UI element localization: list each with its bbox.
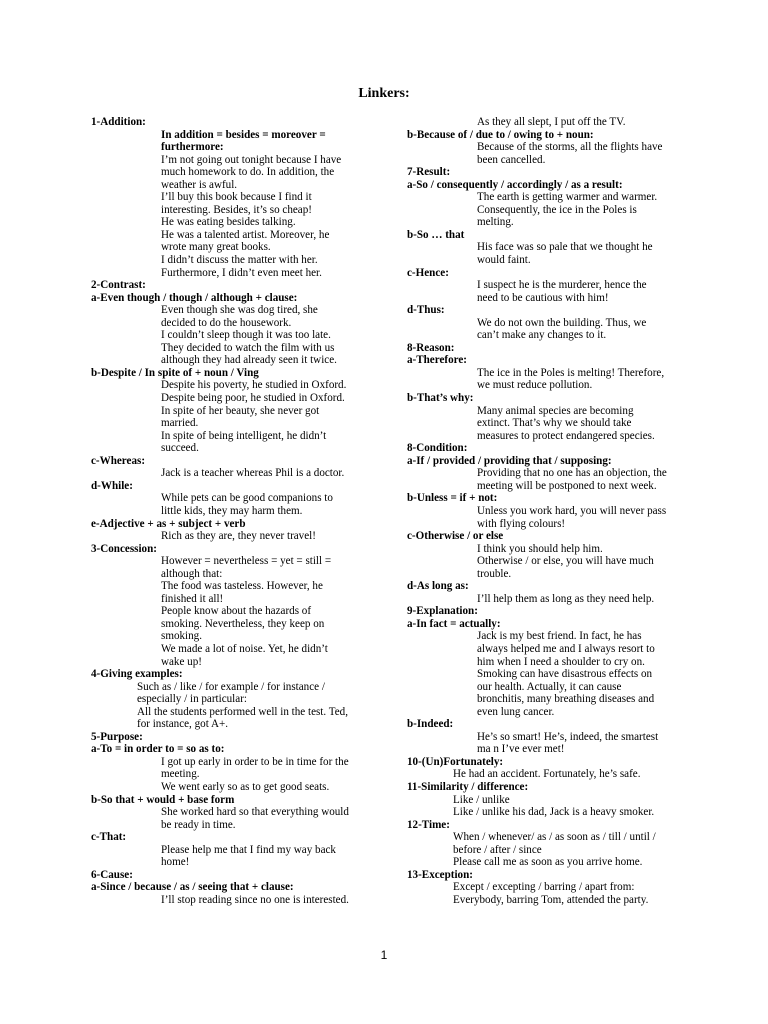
text-line: Furthermore, I didn’t even meet her. (161, 266, 322, 279)
text-line: decided to do the housework. (161, 316, 292, 329)
text-line: Providing that no one has an objection, the (477, 467, 667, 480)
text-line: would faint. (477, 254, 531, 267)
section-heading: a-Therefore: (407, 354, 467, 367)
text-line: home! (161, 856, 190, 869)
text-line: Like / unlike (453, 793, 510, 806)
text-line: People know about the hazards of (161, 605, 312, 618)
text-line: I think you should help him. (477, 542, 603, 555)
text-line: trouble. (477, 567, 512, 580)
text-line: Please help me that I find my way back (161, 843, 336, 856)
text-line: been cancelled. (477, 153, 546, 166)
section-heading: 4-Giving examples: (91, 668, 183, 681)
section-heading: 8-Reason: (407, 341, 455, 354)
text-line: I didn’t discuss the matter with her. (161, 254, 318, 267)
text-line: be ready in time. (161, 818, 236, 831)
section-heading: 6-Cause: (91, 868, 133, 881)
text-line: He’s so smart! He’s, indeed, the smartest (477, 730, 659, 743)
text-line: The earth is getting warmer and warmer. (477, 191, 658, 204)
text-line: smoking. (161, 630, 202, 643)
text-line: In spite of being intelligent, he didn’t (161, 429, 327, 442)
text-line: I got up early in order to be in time for the (161, 755, 349, 768)
text-line: Consequently, the ice in the Poles is (477, 203, 637, 216)
section-heading: b-Indeed: (407, 718, 454, 731)
section-heading: 1-Addition: (91, 116, 146, 128)
section-heading: 9-Explanation: (407, 605, 478, 618)
section-heading: b-Unless = if + not: (407, 492, 498, 505)
text-line: Otherwise / or else, you will have much (477, 555, 654, 568)
text-line: although that: (161, 567, 223, 580)
text-line: Everybody, barring Tom, attended the party. (453, 893, 649, 906)
section-heading: a-Even though / though / although + clause: (91, 291, 298, 304)
text-line: bronchitis, many breathing diseases and (477, 693, 655, 706)
text-line: melting. (477, 216, 514, 229)
section-heading: a-In fact = actually: (407, 617, 501, 630)
text-line: Because of the storms, all the flights have (477, 141, 663, 154)
text-line: wake up! (161, 655, 202, 668)
text-line: I’ll help them as long as they need help. (477, 592, 655, 605)
section-heading: e-Adjective + as + subject + verb (91, 517, 246, 530)
text-line: While pets can be good companions to (161, 492, 333, 505)
text-line: him when I need a shoulder to cry on. (477, 655, 645, 668)
section-heading: d-As long as: (407, 580, 469, 593)
text-line: He was a talented artist. Moreover, he (161, 228, 330, 241)
text-line: I’ll buy this book because I find it (161, 191, 312, 204)
section-heading: b-So that + would + base form (91, 793, 235, 806)
text-line: ma n I’ve ever met! (477, 743, 565, 756)
text-line: we must reduce pollution. (477, 379, 593, 392)
section-heading: b-So … that (407, 228, 465, 241)
section-heading: a-So / consequently / accordingly / as a result: (407, 178, 623, 191)
section-heading: 2-Contrast: (91, 279, 146, 292)
text-line: Jack is my best friend. In fact, he has (477, 630, 642, 643)
text-line: The food was tasteless. However, he (161, 580, 323, 593)
text-line: All the students performed well in the test. Ted, (137, 705, 348, 718)
text-line: especially / in particular: (137, 693, 247, 706)
text-line: I suspect he is the murderer, hence the (477, 279, 647, 292)
page-number: 1 (380, 948, 388, 962)
text-line: Many animal species are becoming (477, 404, 634, 417)
text-line: I’m not going out tonight because I have (161, 153, 342, 166)
section-heading: c-Otherwise / or else (407, 530, 504, 543)
section-heading: b-Despite / In spite of + noun / Ving (91, 366, 259, 379)
text-line: He was eating besides talking. (161, 216, 296, 229)
text-line: although they had already seen it twice. (161, 354, 337, 367)
right-column (407, 116, 682, 906)
section-heading: c-That: (91, 831, 127, 844)
section-heading: d-Thus: (407, 304, 445, 317)
section-heading: In addition = besides = moreover = (161, 128, 326, 141)
section-heading: b-That’s why: (407, 392, 474, 405)
section-heading: 12-Time: (407, 818, 450, 831)
text-line: before / after / since (453, 843, 542, 856)
text-line: interesting. Besides, it’s so cheap! (161, 203, 312, 216)
text-line: Smoking can have disastrous effects on (477, 668, 653, 681)
text-line: always helped me and I always resort to (477, 642, 655, 655)
section-heading: d-While: (91, 479, 133, 492)
text-line: The ice in the Poles is melting! Therefore, (477, 366, 665, 379)
page-title: Linkers: (358, 86, 410, 101)
text-line: wrote many great books. (161, 241, 271, 254)
text-line: They decided to watch the film with us (161, 341, 335, 354)
text-line: As they all slept, I put off the TV. (477, 116, 626, 128)
text-line: We went early so as to get good seats. (161, 780, 330, 793)
section-heading: 5-Purpose: (91, 730, 143, 743)
text-line: measures to protect endangered species. (477, 429, 655, 442)
text-line: married. (161, 417, 199, 430)
section-heading: a-To = in order to = so as to: (91, 743, 225, 756)
section-heading: 13-Exception: (407, 868, 473, 881)
text-line: even lung cancer. (477, 705, 555, 718)
text-line: little kids, they may harm them. (161, 504, 303, 517)
text-line: meeting. (161, 768, 200, 781)
section-heading: 7-Result: (407, 166, 451, 179)
text-line: need to be cautious with him! (477, 291, 609, 304)
section-heading: 10-(Un)Fortunately: (407, 755, 504, 768)
text-line: Except / excepting / barring / apart from: (453, 881, 635, 894)
section-heading: c-Whereas: (91, 454, 146, 467)
text-line: In spite of her beauty, she never got (161, 404, 320, 417)
text-line: We do not own the building. Thus, we (477, 316, 647, 329)
text-line: However = nevertheless = yet = still = (161, 555, 332, 568)
text-line: I’ll stop reading since no one is interested. (161, 893, 349, 906)
text-line: Unless you work hard, you will never pass (477, 504, 667, 517)
section-heading: a-If / provided / providing that / supposing: (407, 454, 612, 467)
text-line: weather is awful. (161, 178, 238, 191)
text-line: We made a lot of noise. Yet, he didn’t (161, 642, 328, 655)
text-line: succeed. (161, 442, 199, 455)
text-line: with flying colours! (477, 517, 566, 530)
section-heading: 11-Similarity / difference: (407, 780, 529, 793)
text-line: for instance, got A+. (137, 718, 228, 731)
text-line: meeting will be postponed to next week. (477, 479, 657, 492)
text-line: Like / unlike his dad, Jack is a heavy smoker. (453, 806, 655, 819)
text-line: He had an accident. Fortunately, he’s safe. (453, 768, 641, 781)
text-line: our health. Actually, it can cause (477, 680, 622, 693)
text-line: Please call me as soon as you arrive home. (453, 856, 643, 869)
section-heading: 8-Condition: (407, 442, 468, 455)
text-line: I couldn’t sleep though it was too late. (161, 329, 331, 342)
text-line: extinct. That’s why we should take (477, 417, 632, 430)
section-heading: 3-Concession: (91, 542, 157, 555)
section-heading: a-Since / because / as / seeing that + clause: (91, 881, 294, 894)
text-line: Such as / like / for example / for instance / (137, 680, 325, 693)
text-line: Despite his poverty, he studied in Oxford. (161, 379, 347, 392)
text-line: can’t make any changes to it. (477, 329, 607, 342)
text-line: She worked hard so that everything would (161, 806, 349, 819)
section-heading: furthermore: (161, 141, 224, 154)
text-line: When / whenever/ as / as soon as / till / until / (453, 831, 656, 844)
text-line: finished it all! (161, 592, 224, 605)
text-line: Even though she was dog tired, she (161, 304, 318, 317)
section-heading: c-Hence: (407, 266, 449, 279)
text-line: smoking. Nevertheless, they keep on (161, 617, 325, 630)
text-line: much homework to do. In addition, the (161, 166, 335, 179)
left-column (91, 116, 366, 906)
text-line: Rich as they are, they never travel! (161, 530, 316, 543)
text-line: His face was so pale that we thought he (477, 241, 653, 254)
text-line: Despite being poor, he studied in Oxford. (161, 392, 345, 405)
text-line: Jack is a teacher whereas Phil is a doctor. (161, 467, 345, 480)
section-heading: b-Because of / due to / owing to + noun: (407, 128, 594, 141)
